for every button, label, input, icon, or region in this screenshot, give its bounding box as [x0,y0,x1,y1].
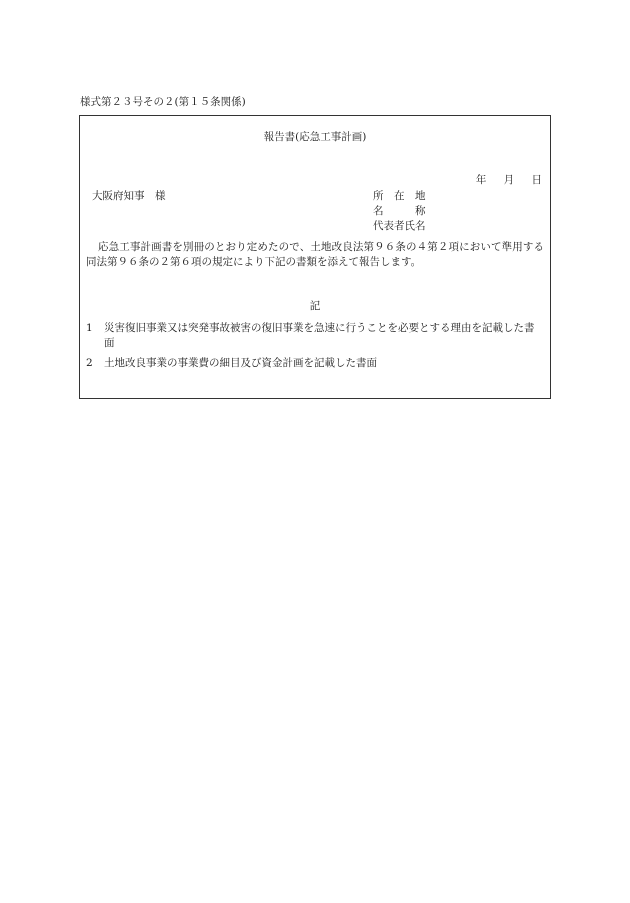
sender-name-label: 名 称 [373,205,426,217]
item-number: 2 [86,357,93,369]
date-day: 日 [531,174,542,186]
document-title: 報告書(応急工事計画) [263,131,367,143]
item-list [86,321,544,376]
sender-block [373,189,426,234]
document-box [79,115,551,399]
list-item [86,321,544,351]
ki-heading: 記 [309,300,321,312]
item-number: 1 [86,322,93,334]
form-label: 様式第２３号その２(第１５条関係) [80,96,246,108]
date-month: 月 [503,174,515,186]
body-text: 応急工事計画書を別冊のとおり定めたので、土地改良法第９６条の４第２項において準用する同法第９６条の２第６項の規定により下記の書類を添えて報告します。 [86,241,544,268]
item-text: 土地改良事業の事業費の細目及び資金計画を記載した書面 [104,357,377,369]
sender-representative-label: 代表者氏名 [373,220,426,232]
date-year: 年 [475,174,487,186]
date-line [462,173,542,189]
addressee: 大阪府知事 様 [92,190,166,202]
list-item [86,356,544,371]
sender-address-label: 所 在 地 [373,190,426,202]
item-text: 災害復旧事業又は突発事故被害の復旧事業を急速に行うことを必要とする理由を記載した書面 [104,322,535,349]
